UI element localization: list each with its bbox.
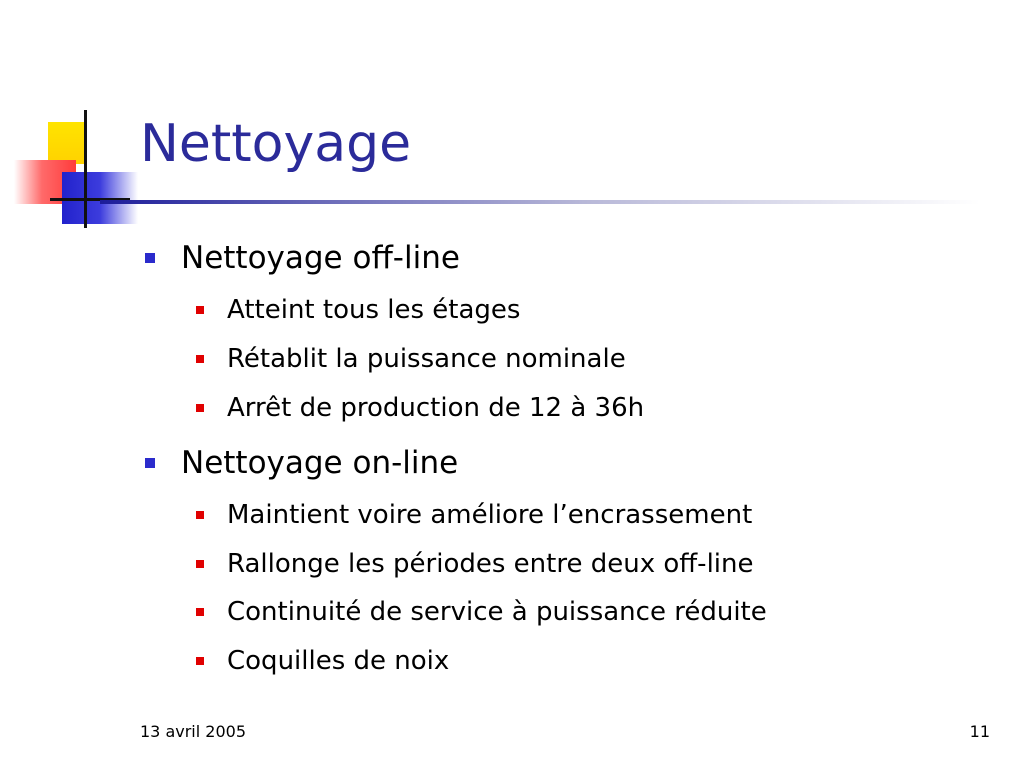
red-square-bullet-icon <box>196 404 204 412</box>
red-square-bullet-icon <box>196 657 204 665</box>
bullet-text: Nettoyage off-line <box>181 240 460 276</box>
sub-bullet-item <box>196 594 767 630</box>
sub-bullet-text: Maintient voire améliore l’encrassement <box>227 500 753 530</box>
slide-logo-icon <box>0 100 140 230</box>
red-square-bullet-icon <box>196 608 204 616</box>
sub-bullet-text: Rallonge les périodes entre deux off-line <box>227 549 754 579</box>
bullet-item <box>145 443 458 483</box>
title-underline <box>100 200 980 204</box>
sub-bullet-text: Coquilles de noix <box>227 646 450 676</box>
blue-square-bullet-icon <box>145 458 155 468</box>
logo-vertical-line <box>84 110 87 228</box>
red-square-bullet-icon <box>196 511 204 519</box>
sub-bullet-item <box>196 341 626 377</box>
sub-bullet-text: Arrêt de production de 12 à 36h <box>227 393 645 423</box>
bullet-text: Nettoyage on-line <box>181 445 459 481</box>
logo-yellow-square <box>48 122 86 164</box>
sub-bullet-text: Atteint tous les étages <box>227 295 521 325</box>
sub-bullet-item <box>196 497 752 533</box>
slide-number: 11 <box>969 722 990 741</box>
sub-bullet-item <box>196 546 754 582</box>
red-square-bullet-icon <box>196 355 204 363</box>
sub-bullet-item <box>196 292 520 328</box>
sub-bullet-text: Continuité de service à puissance réduite <box>227 597 767 627</box>
blue-square-bullet-icon <box>145 253 155 263</box>
sub-bullet-item <box>196 643 449 679</box>
sub-bullet-item <box>196 390 644 426</box>
red-square-bullet-icon <box>196 306 204 314</box>
sub-bullet-text: Rétablit la puissance nominale <box>227 344 626 374</box>
bullet-item <box>145 238 460 278</box>
footer-date: 13 avril 2005 <box>140 722 246 741</box>
red-square-bullet-icon <box>196 560 204 568</box>
slide-title: Nettoyage <box>140 114 412 174</box>
